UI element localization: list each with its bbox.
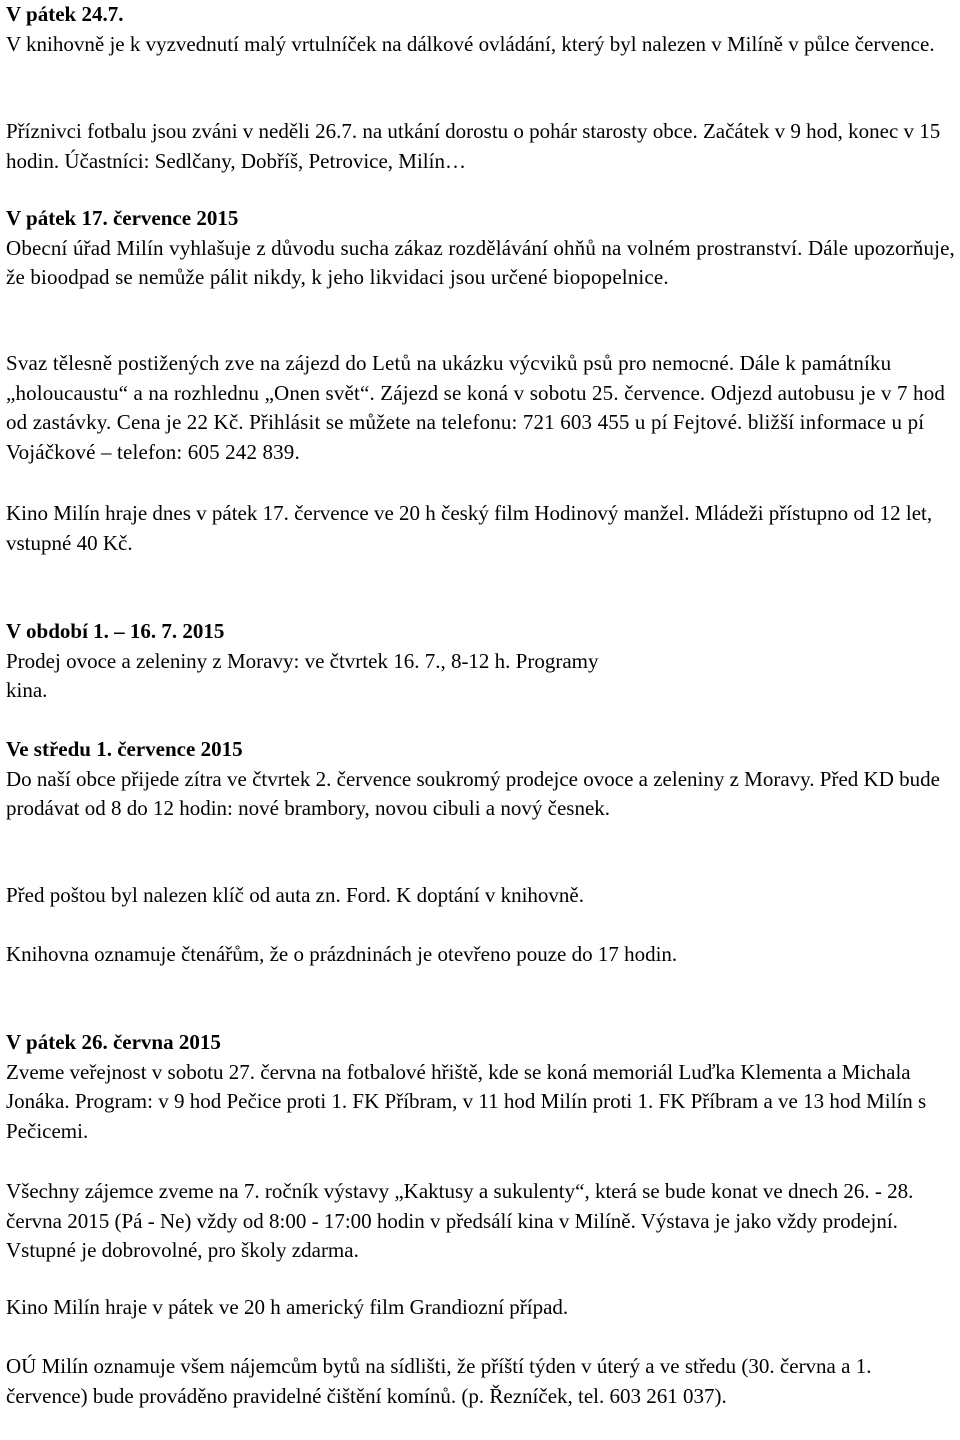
section-26-6-p3 [6, 1293, 956, 1323]
paragraph: Před poštou byl nalezen klíč od auta zn. Ford. K doptání v knihovně. [6, 883, 584, 907]
paragraph: Příznivci fotbalu jsou zváni v neděli 26.7. na utkání dorostu o pohár starosty obce. Začátek v 9 hod, konec v 15 hodin. Účastníci: Sedlčany, Dobříš, Petrovice, Milín… [6, 119, 941, 173]
section-1-7 [6, 735, 956, 824]
paragraph: Svaz tělesně postižených zve na zájezd do Letů na ukázku výcviků psů pro nemocné. Dále k památníku „holoucaustu“ a na rozhlednu „Onen svět“. Zájezd se koná v sobotu 25. července. Odjezd autobusu je v 7 hod od zastávky. Cena je 22 Kč. Přihlásit se můžete na telefonu: 721 603 455 u pí Fejtové. bližší informace u pí Vojáčkové – telefon: 605 242 839. [6, 351, 946, 464]
section-1-7-p2 [6, 881, 956, 911]
section-24-7-p2 [6, 117, 956, 176]
section-17-7-p2 [6, 349, 956, 467]
section-heading: V období 1. – 16. 7. 2015 [6, 619, 225, 643]
paragraph: Kino Milín hraje dnes v pátek 17. července ve 20 h český film Hodinový manžel. Mládeži přístupno od 12 let, vstupné 40 Kč. [6, 501, 933, 555]
section-heading: V pátek 24.7. [6, 2, 124, 26]
paragraph: Do naší obce přijede zítra ve čtvrtek 2. července soukromý prodejce ovoce a zeleniny z Moravy. Před KD bude prodávat od 8 do 12 hodin: nové brambory, novou cibuli a nový česnek. [6, 766, 940, 820]
section-17-7-p3 [6, 499, 956, 558]
section-1-7-p3 [6, 940, 956, 970]
section-26-6 [6, 1028, 956, 1146]
section-period [6, 617, 956, 706]
section-heading: V pátek 17. července 2015 [6, 206, 239, 230]
section-heading: V pátek 26. června 2015 [6, 1030, 221, 1054]
paragraph: Prodej ovoce a zeleniny z Moravy: ve čtvrtek 16. 7., 8-12 h. Programy kina. [6, 648, 599, 702]
paragraph: Kino Milín hraje v pátek ve 20 h americký film Grandiozní případ. [6, 1295, 569, 1319]
section-17-7 [6, 204, 956, 293]
section-24-7 [6, 0, 956, 59]
section-26-6-p2 [6, 1177, 956, 1266]
paragraph: V knihovně je k vyzvednutí malý vrtulníček na dálkové ovládání, který byl nalezen v Milíně v půlce července. [6, 31, 935, 56]
paragraph: Knihovna oznamuje čtenářům, že o prázdninách je otevřeno pouze do 17 hodin. [6, 942, 678, 966]
paragraph: Všechny zájemce zveme na 7. ročník výstavy „Kaktusy a sukulenty“, která se bude konat ve dnech 26. - 28. června 2015 (Pá - Ne) vždy od 8:00 - 17:00 hodin v předsálí kina v Milíně. Výstava je jako vždy prodejní. Vstupné je dobrovolné, pro školy zdarma. [6, 1179, 914, 1262]
section-26-6-p4 [6, 1352, 956, 1411]
paragraph: Zveme veřejnost v sobotu 27. června na fotbalové hřiště, kde se koná memoriál Luďka Klementa a Michala Jonáka. Program: v 9 hod Pečice proti 1. FK Příbram, v 11 hod Milín proti 1. FK Příbram a ve 13 hod Milín s Pečicemi. [6, 1059, 927, 1143]
paragraph: Obecní úřad Milín vyhlašuje z důvodu sucha zákaz rozdělávání ohňů na volném prostranství. Dále upozorňuje, že bioodpad se nemůže pálit nikdy, k jeho likvidaci jsou určené biopopelnice. [6, 235, 955, 289]
paragraph: OÚ Milín oznamuje všem nájemcům bytů na sídlišti, že příští týden v úterý a ve středu (30. června a 1. července) bude prováděno pravidelné čištění komínů. (p. Řezníček, tel. 603 261 037). [6, 1354, 872, 1408]
section-heading: Ve středu 1. července 2015 [6, 737, 243, 761]
